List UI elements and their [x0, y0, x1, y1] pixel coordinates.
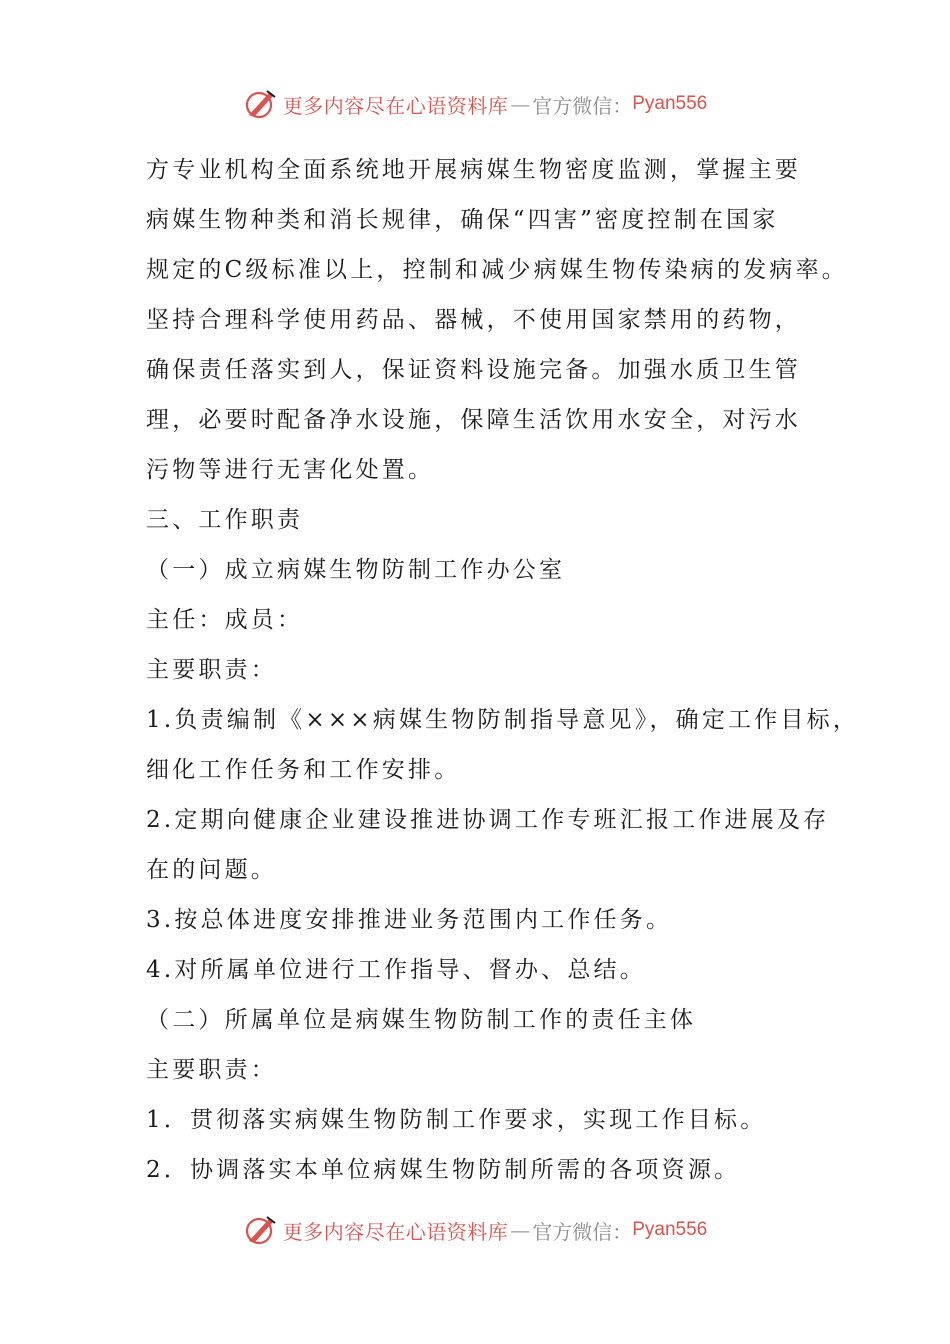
banner-wechat-id: Pyan556 — [632, 93, 708, 114]
list-item: 1．贯彻落实病媒生物防制工作要求，实现工作目标。 — [146, 1107, 767, 1133]
subsection-heading: （二）所属单位是病媒生物防制工作的责任主体 — [146, 1007, 697, 1033]
section-heading: 三、工作职责 — [146, 507, 304, 533]
banner-title: 更多内容尽在心语资料库 — [282, 93, 509, 118]
list-item: 1.负责编制《×××病媒生物防制指导意见》，确定工作目标， — [146, 707, 860, 733]
banner-wechat-label: 官方微信： — [532, 93, 633, 118]
banner-wechat-id: Pyan556 — [632, 1219, 708, 1240]
body-line: 方专业机构全面系统地开展病媒生物密度监测，掌握主要 — [146, 157, 801, 183]
body-line: 主要职责： — [146, 657, 277, 683]
document-body — [146, 148, 860, 1198]
body-line: 理，必要时配备净水设施，保障生活饮用水安全，对污水 — [146, 407, 801, 433]
pen-circle-logo-icon — [243, 1213, 277, 1247]
list-item: 4.对所属单位进行工作指导、督办、总结。 — [146, 957, 646, 983]
body-line: 确保责任落实到人，保证资料设施完备。加强水质卫生管 — [146, 357, 801, 383]
body-line: 规定的C级标准以上，控制和减少病媒生物传染病的发病率。 — [146, 257, 848, 283]
subsection-heading: （一）成立病媒生物防制工作办公室 — [146, 557, 566, 583]
banner-dash: — — [510, 92, 531, 116]
header-banner — [0, 82, 950, 126]
footer-banner — [0, 1208, 950, 1252]
list-item: 3.按总体进度安排推进业务范围内工作任务。 — [146, 907, 673, 933]
list-item: 2．协调落实本单位病媒生物防制所需的各项资源。 — [146, 1157, 741, 1183]
banner-dash: — — [510, 1218, 531, 1242]
body-line: 主要职责： — [146, 1057, 277, 1083]
list-item: 2.定期向健康企业建设推进协调工作专班汇报工作进展及存 — [146, 807, 830, 833]
body-line: 坚持合理科学使用药品、器械，不使用国家禁用的药物， — [146, 307, 801, 333]
banner-wechat-label: 官方微信： — [532, 1219, 633, 1244]
body-line: 主任：成员： — [146, 607, 304, 633]
body-line: 病媒生物种类和消长规律，确保“四害”密度控制在国家 — [146, 207, 779, 233]
list-item-continuation: 细化工作任务和工作安排。 — [146, 757, 461, 783]
banner-title: 更多内容尽在心语资料库 — [282, 1219, 509, 1244]
list-item-continuation: 在的问题。 — [146, 857, 277, 883]
body-line: 污物等进行无害化处置。 — [146, 457, 435, 483]
pen-circle-logo-icon — [243, 87, 277, 121]
